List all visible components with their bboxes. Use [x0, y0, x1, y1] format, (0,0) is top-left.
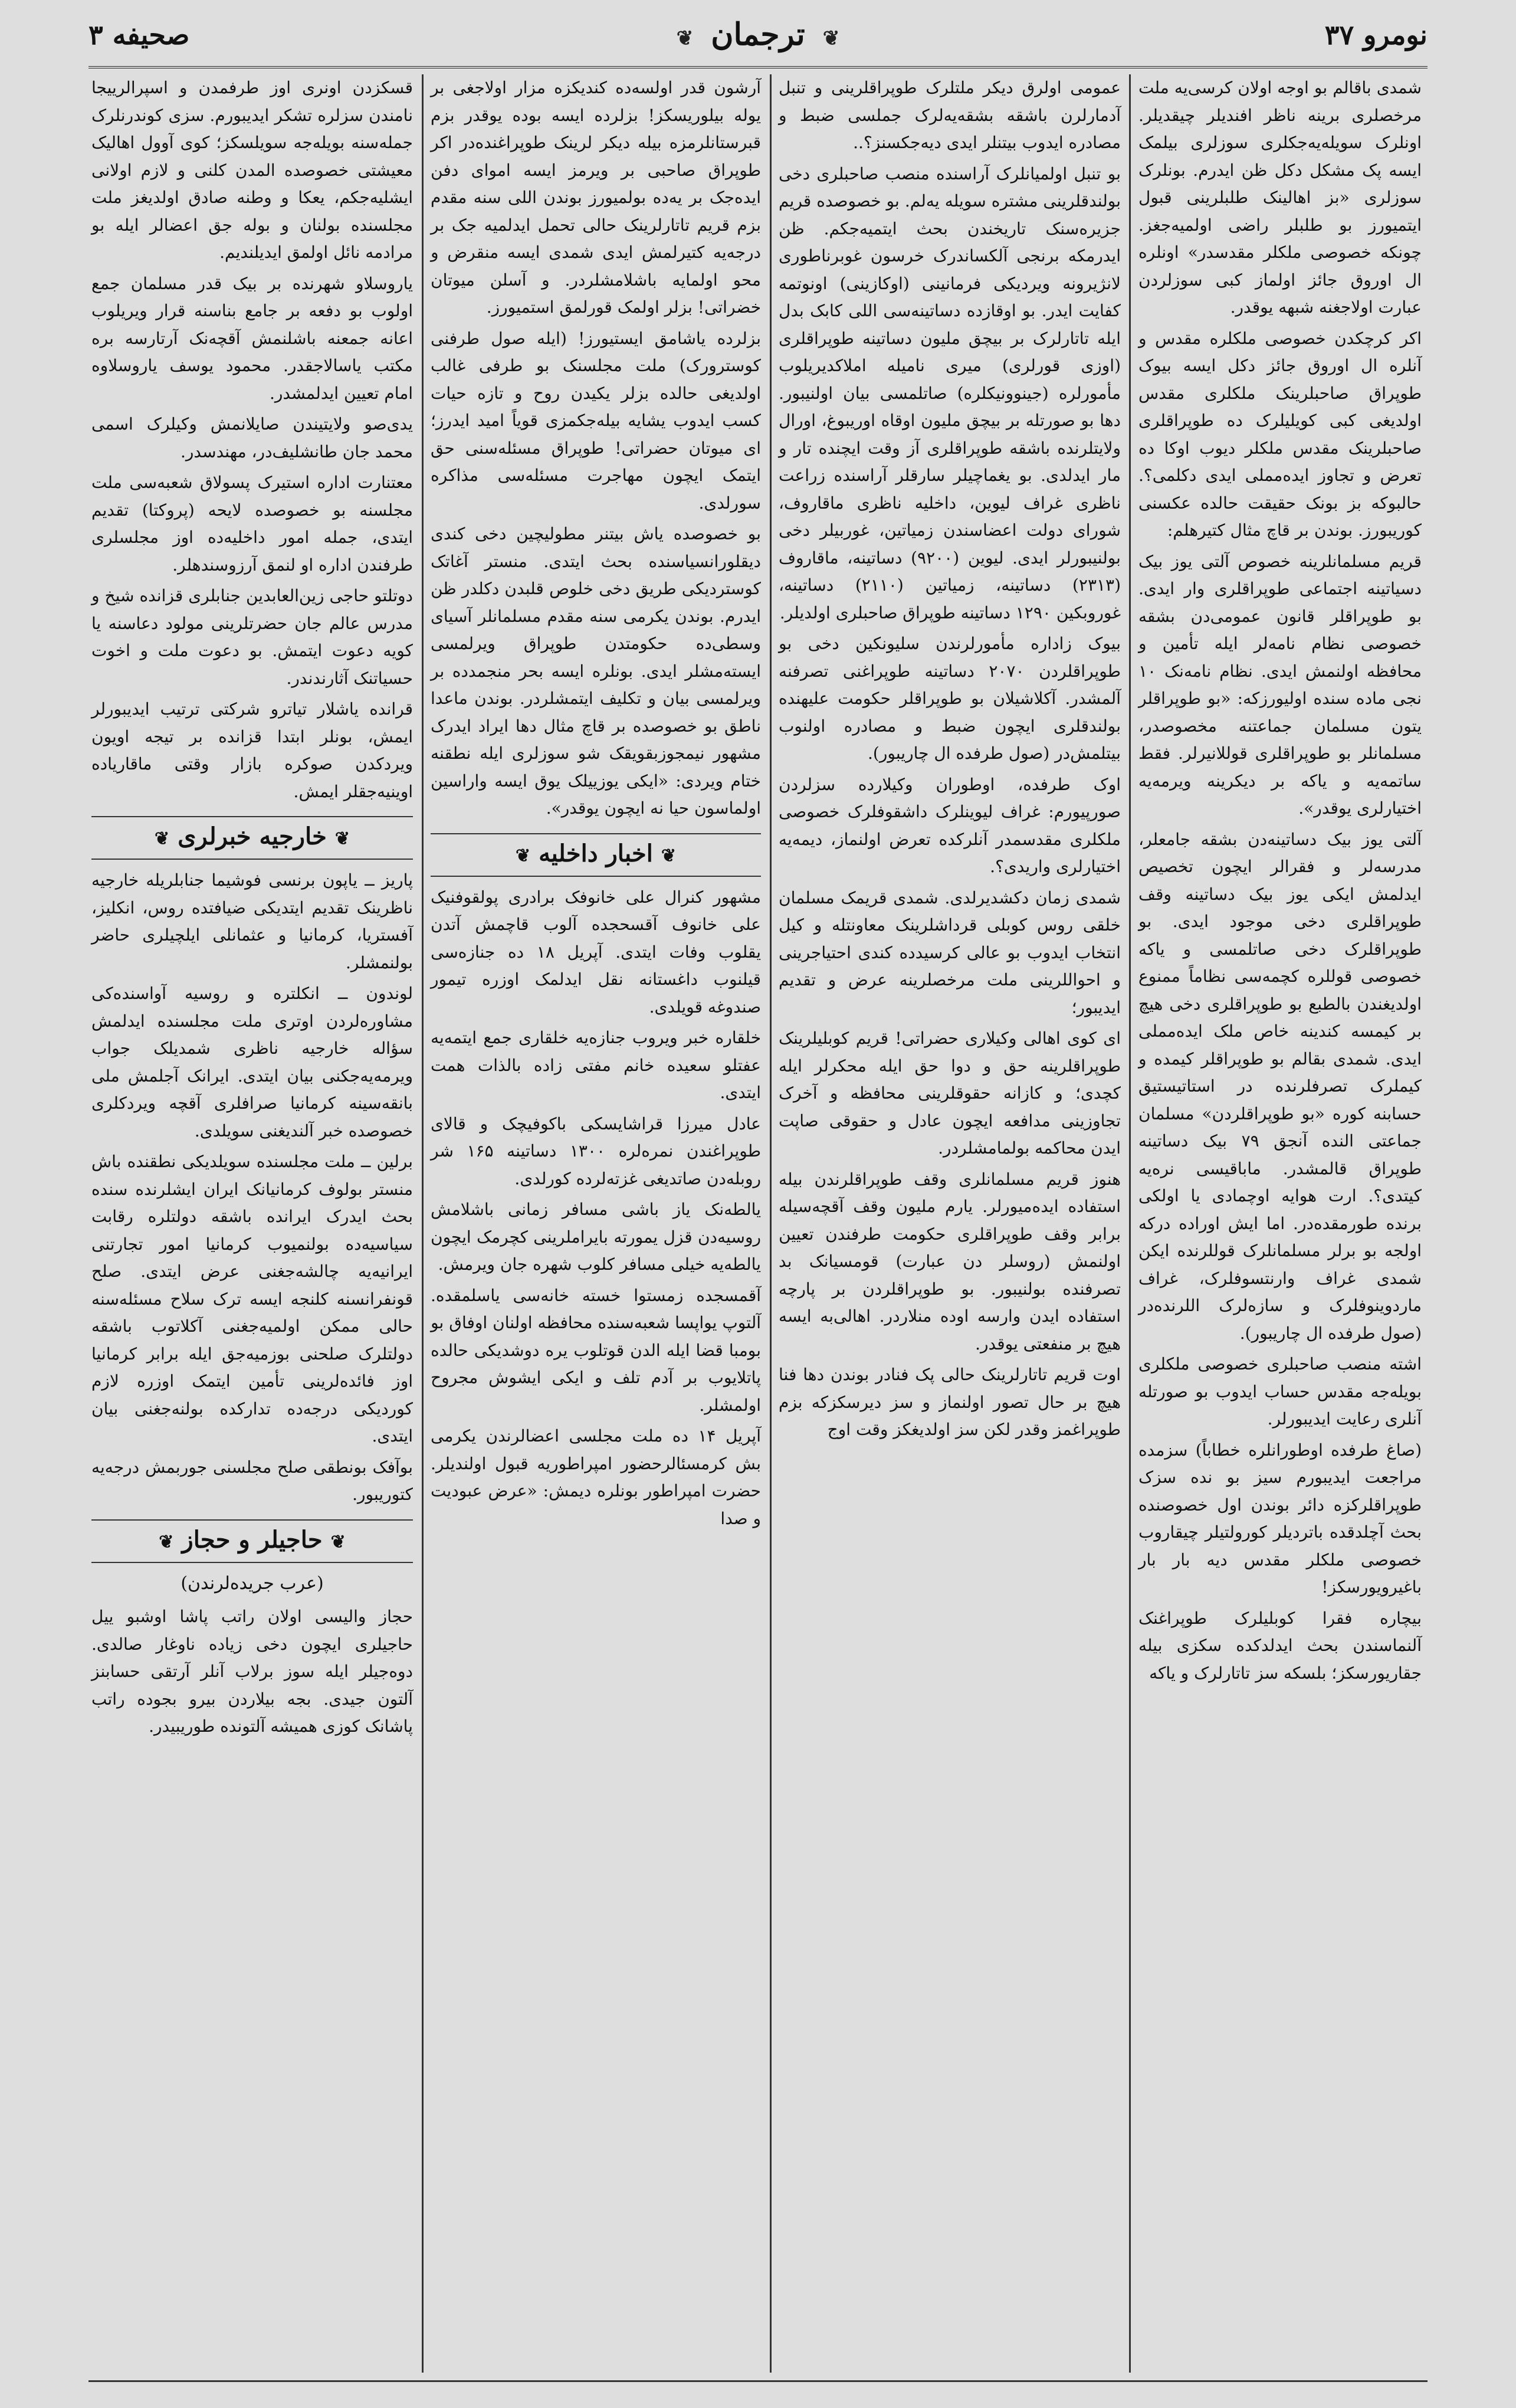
section-heading [91, 816, 413, 860]
article-paragraph: عادل میرزا قراشایسکی باکوفیچک و قالای طوپراغندن نمره‌لره ۱۳۰۰ دساتینه ۱۶۵ شر روبله‌دن صاتدیغی غزته‌لرده کورلدی. [431, 1113, 761, 1188]
article-paragraph: اشته منصب صاحبلری خصوصی ملکلری بویله‌جه مقدس حساب ایدوب بو صورتله آنلری رعایت ایدیبورلر. [1138, 1354, 1422, 1429]
heading-ornament-icon: ❦ [154, 828, 170, 849]
article-paragraph: آلتی یوز بیک دساتینه‌دن بشقه جامعلر، مدرسه‌لر و فقرالر ایچون تخصیص ایدلمش ایکی یوز بیک دساتینه وقف طوپراقلری دخی موجود ایدی. بو طوپراقلرک دخی صاتلمسی و یاکه خصوصی قوللره کچمه‌سی نظاماً ممنوع اولدیغندن بالطبع بو طوپراقلری دخی هیچ بر کیمسه کندینه خاص ملک ایده‌مملی ایدی. شمدی بقالم بو طوپراقلر کیمده و کیملرک تصرفلرنده در استاتیستیق حسابنه کوره «بو طوپراقلردن» مسلمان جماعتی النده آنجق ۷۹ بیک دساتینه طوپراق قالمشدر. ماباقیسی نره‌یه کیتدی؟. ارت هوایه اوچمادی یا اولکی برنده طورمقده‌در. اما ایش اوراده درکه اولجه بو برلر مسلمانلرک قوللرنده ایکن شمدی غراف وارنتسوفلرک، غراف ماردوینوفلرک و سازه‌لرک اللرنده‌در (صول طرفده ال چاریبور). [1138, 829, 1422, 1343]
article-paragraph: اوت قریم تاتارلرینک حالی پک فنادر بوندن دها فنا هیچ بر حال تصور اولنماز و سز دیرسکزکه بزم طوپراغمز وقدر لکن سز اولدیغکز وقت اوج [779, 1365, 1121, 1439]
section-heading [91, 1519, 413, 1563]
issue-number: نومرو ۳۷ [1324, 19, 1428, 51]
newspaper-title-text: ترجمان [711, 17, 805, 53]
section-heading-text: اخبار داخلیه [539, 839, 653, 867]
article-paragraph: یدی‌صو ولایتیندن صایلانمش وکیلرک اسمی محمد جان طانشلیف‌در، مهندسدر. [91, 414, 413, 461]
article-paragraph: یالطه‌نک یاز باشی مسافر زمانی باشلامش روسیه‌دن قزل یمورته بایراملرینی کچرمک ایچون یالطه‌یه خیلی مسافر کلوب شهره جان ویرمش. [431, 1200, 761, 1274]
article-paragraph: بوآفک بونطقی صلح مجلسنی جوربمش درجه‌یه کتوریبور. [91, 1457, 413, 1504]
bottom-rule [88, 2380, 1428, 2382]
article-paragraph: دوتلتو حاجی زین‌العابدین جنابلری قزانده شیخ و مدرس عالم جان حضرتلرینی مولود دعاسنه یا کویه دعوت ایتمش. بو دعوت ملت و اخوت حسیاتنک آثارندندر. [91, 586, 413, 688]
article-paragraph: اوک طرفده، اوطوران وکیلارده سزلردن صورپیورم: غراف لیوینلرک داشقوفلرک خصوصی ملکلری مقدسمدر آنلرکده تعرض اولنماز، دیمه‌یه اختیارلری واریدی؟. [779, 774, 1121, 876]
article-paragraph: معتنارت اداره استیرک پسولاق شعبه‌سی ملت مجلسنه بو خصوصده لایحه (پروکتا) تقدیم ایتدی، جمله امور داخلیه‌ده اوز مجلسلری طرفندن اداره او لنمق آرزوسندهلر. [91, 473, 413, 575]
article-paragraph: (صاغ طرفده اوطورانلره خطاباً) سزمده مراجعت ایدیبورم سیز بو نده سزک طوپراقلرکزه دائر بوندن اول خصوصنده بحث آچلدقده باتردیلر کورولتیلر چیقاروب خصوصی ملکلر مقدس دیه بار بار باغیرویورسکز! [1138, 1440, 1422, 1597]
article-paragraph: آرشون قدر اولسه‌ده کندیکزه مزار اولاجغی بر یوله بیلوریسکز! بزلرده ایسه بوده یوقدر بزم قبرستانلرمزه بیله دیکر لرینک طوپراغنده‌در اکر طوپراق صاحبی بر ویرمز ایسه اموای دفن ایده‌جک بر یه‌ده بولمیورز بوندن اللی سنه مقدم بزم قریم تاتارلرینک حالی تحمل ایدلمیه جک بر درجه‌یه کتیرلمش ایدی شمدی ایسه منقرض و محو اولمایه باشلامشلردر. و آسلن میوتان خضراتی! بزلر اولمک قورلمق استمیورز. [431, 78, 761, 317]
page-number: صحیفه ۳ [88, 19, 190, 51]
masthead-rule [88, 66, 1428, 68]
article-paragraph: پاریز ــ یاپون برنسی فوشیما جنابلریله خارجیه ناظرینک تقدیم ایتدیکی ضیافتده روس، انکلیز، آفستریا، کرمانیا و عثمانلی ایلچیلری حاضر بولنمشلر. [91, 870, 413, 972]
column-2 [773, 74, 1127, 2373]
article-paragraph: قسکزدن اونری اوز طرفمدن و اسپرالرییجا نامندن سزلره تشکر ایدیبورم. سزی کوندرنلرک جمله‌سنه بویله‌جه سویلسکز؛ کوی آوول اهالیک معیشتی خصوصده المدن کلنی و لازم اولانی ایشلیه‌جکم، یعکا و وطنه صادق اولدیغز ملت مجلسنده بولنان و بوله جق اعضالر ایله بو مرادمه نائل اولمق ایدیلندیم. [91, 78, 413, 262]
column-3 [425, 74, 767, 2373]
column-divider [422, 74, 424, 2373]
section-subheading: (عرب جریده‌لرندن) [181, 1572, 324, 1594]
ornament-left-icon: ❦ [676, 27, 694, 50]
article-paragraph: خلقاره خبر ویروب جنازه‌یه خلقاری جمع ایتمه‌یه عفتلو سعیده خانم مفتی زاده بالذات همت ایتدی. [431, 1028, 761, 1102]
article-paragraph: شمدی زمان دکشدیرلدی. شمدی قریمک مسلمان خلقی روس کوبلی قرداشلرینک معاونتله و کیل انتخاب ایدوب بو عالی کرسیدده کندی احتیاجرینی و احواللرینی ملت مرخصلرینه عرض و تقدیم ایدیبور؛ [779, 887, 1121, 1017]
article-paragraph: یاروسلاو شهرنده بر بیک قدر مسلمان جمع اولوب بو دفعه بر جامع بناسنه قرار ویریلوب اعانه جمعنه باشلنمش آقچه‌نک آرتارسه بره مکتب یاسالاجقدر. محمود یوسف یاروسلاوه امام تعیین ایدلمشدر. [91, 273, 413, 403]
heading-ornament-icon: ❦ [330, 1531, 346, 1552]
article-paragraph: قرانده یاشلار تیاترو شرکتی ترتیب ایدیبورلر ایمش، بونلر ابتدا قزانده بر تیجه اویون ویردکدن صوکره بازار وقتی ماقاریاده اوینیه‌جقلر ایمش. [91, 699, 413, 801]
article-paragraph: لوندون ــ انکلتره و روسیه آواسنده‌کی مشاوره‌لردن اوتری ملت مجلسنده ایدلمش سؤاله خارجیه ناظری شمدیلک جواب ویرمه‌یه‌جکنی بیان ایتدی. ایرانک آجلمش ملی بانقه‌سینه کرمانیا صرافلری آقچه ویردکلری خصوصده خبر آلندیغنی سویلدی. [91, 984, 413, 1141]
section-heading [431, 833, 761, 877]
article-paragraph: بو خصوصده یاش بیتنر مطولیچین دخی کندی دیقلورانسیاسنده بحث ایتدی. منستر آغاتک کوستردیکی طریق دخی خلوص قلبدن دکلدر ظن ایدرم. بوندن یکرمی سنه مقدم مسلمانلر آسیای وسطی‌ده حکومتدن طوپراق ویرلمسی ایسته‌مشلر ایدی. بونلره ایسه بحر منجمدده بر ویرلمسی بیان و تکلیف ایتمشلردر. بوندن ماعدا ناطق بو خصوصده بر قاچ مثال دها ایراد ایدرک مشهور نیمجوزبقویقک شو سوزلری ایله نطقنه ختام ویردی: «ایکی یوزییلک یوق ایسه واراسین اولماسون حیا نه ایچون یوقدر». [431, 524, 761, 818]
column-1 [1133, 74, 1428, 2373]
ornament-right-icon: ❦ [822, 27, 840, 50]
heading-ornament-icon: ❦ [159, 1531, 174, 1552]
article-paragraph: مشهور کنرال علی خانوفک برادری پولقوفنیک علی خانوف آقسحجده آلوب قاچمش آتدن یقلوب وفات ایتدی. آپریل ۱۸ ده جنازه‌سی قیلنوب داغستانه نقل ایدلمک اوزره تیمور صندوغه قویلدی. [431, 887, 761, 1017]
article-paragraph: بو تنبل اولمیانلرک آراسنده منصب صاحبلری دخی بولندقلرینی مشتره سویله یه‌لم. بو خصوصده قریم جزیره‌سنک تاریخندن بحث ایتمیه‌جکم. ظن ایدرمکه برنجی آلکساندرک خرسون غوبرناطوری لانژیرونه ویردیکی فرمانینی (اوکازینی) اونوتمه کفایت ایدر. بو اوقازده دساتینه‌سی اللی کابک بدل ایله تاتارلرک بر بیچق ملیون دساتینه طوپراقلری (اوزی قورلری) میری نامیله املاکدیریلوب مأمورلره (جینوونیکلره) صاتلمسی بیان اولنیبور. دها بو صورتله بر بیچق ملیون اوقاه اوریبوغ، اورال ولایتلرنده باشقه طوپراقلری آز وقت ایچنده تار و مار ایدلدی. بو یغماچیلر سارقلر آراسنده زراعت ناظری غراف لیوین، داخلیه ناظری ماقاروف، شورای دولت اعضاسندن زمیاتین، غوربیلر دخی بولنیبورلر ایدی. لیوین (۹۲۰۰) دساتینه، ماقاروف (۲۳۱۳) دساتینه، زمیاتین (۲۱۱۰) دساتینه، غوروبکین ۱۲۹۰ دساتینه طوپراق صاحبلری اولدیلر. [779, 163, 1121, 623]
section-heading-text: حاجیلر و حجاز [182, 1525, 323, 1554]
heading-ornament-icon: ❦ [661, 845, 677, 866]
column-4 [86, 74, 419, 2373]
article-paragraph: آقمسجده زمستوا خسته خانه‌سی یاسلمقده. آلتوپ یواپسا شعبه‌سنده محافظه اولنان اوفاق بو بومبا قضا ایله الدن قوتلوب یره دوشدیکی حالده پاتلایوب بر آدم تلف و ایکی ایشوش مجروح اولمشلر. [431, 1285, 761, 1415]
article-paragraph: برلین ــ ملت مجلسنده سویلدیکی نطقنده باش منستر بولوف کرمانیانک ایران ایشلرنده سنده بحث ایدرک ایرانده باشقه دولتلره رقابت سیاسیه‌ده بولنمیوب کرمانیا امور تجارتنی ایرانیه‌یه چالشه‌جغنی عرض ایتدی. صلح قونفرانسنه کلنجه ایسه ترک سلاح مسئله‌سنه حالی ممکن اولمیه‌جغنی آکلاتوب باشقه دولتلرک صلحنی بوزمیه‌جق ایله برابر کرمانیا اوز فائده‌لرینی تأمین ایتمک اوزره لازم کوردیکی درجه‌ده تدارکده بولنه‌جغنی بیان ایتدی. [91, 1152, 413, 1446]
article-paragraph: هنوز قریم مسلمانلری وقف طوپراقلرندن بیله استفاده ایده‌میورلر. یارم ملیون وقف آقچه‌سیله برابر وقف طوپراقلری حکومت طرفندن تعیین اولنمش (روسلر دن عبارت) قومسیانک بد تصرفنده بولنیبور. بو طوپراقلردن بر پارچه استفاده ایدن وارسه اوده منلاردر. اهالی‌به ایسه هیچ بر منفعتی یوقدر. [779, 1169, 1121, 1354]
article-paragraph: شمدی باقالم بو اوجه اولان کرسی‌یه ملت مرخصلری برینه ناظر افندیلر چیقدیلر. اونلرک سویله‌یه‌جکلری سوزلری بیلمک ایسه پک مشکل دکل ظن ایدرم. بونلرک سوزلری «بز اهالینک طلبلرینی قبول ایتمیورز بو طلبلر راضی اولمیه‌جغز. چونکه خصوصی ملکلر مقدسدر» اونلره ال اوروق جائز اولماز کبی سوزلردن عبارت اولاجغنه شبهه یوقدر. [1138, 78, 1422, 317]
article-paragraph: بزلرده یاشامق ایستیورز! (ایله صول طرفنی کوسترورک) ملت مجلسنک بو طرفی غالب اولدیغی حالده بزلر یکیدن روح و تازه حیات کسب ایدوب یشایه بیله‌جکمزی قویاً امید ایدرز؛ ای میوتان حضراتی! طوپراق مسئله‌سنی حق ایتمک ایچون مهاجرت مسئله‌سی مذاکره سورلدی. [431, 328, 761, 513]
column-divider [1129, 74, 1131, 2373]
column-divider [770, 74, 772, 2373]
article-paragraph: بیوک زاداره مأمورلرندن سلیونکین دخی بو طوپراقلردن ۲۰۷۰ دساتینه طوپراغنی تصرفنه آلمشدر. آکلاشیلان بو طوپراقلر حکومت علیهنده بولندقلری ایچون ضبط و مصادره اولنوب بیتلمش‌در (صول طرفده ال چاریبور). [779, 634, 1121, 763]
article-paragraph: اکر کرچکدن خصوصی ملکلره مقدس و آنلره ال اوروق جائز دکل ایسه بیوک طوپراق صاحبلرینک ملکلری مقدس اولدیغی کبی کویلیلرک ده طوپراقلری صاحبلرینک مقدس ملکلر دیوب اوکا ده تعرض و تجاوز ایده‌مملی ایدی دکلمی؟. حالبوکه بز بونک حقیقت حالده عکسنی کوریبورز. بوندن بر قاچ مثال کتیرهلم: [1138, 328, 1422, 540]
article-paragraph: حجاز والیسی اولان راتب پاشا اوشبو ییل حاجیلری ایچون دخی زیاده ناوغار صالدی. دوه‌جیلر ایله سوز برلاب آنلر آرتقی حسابنز آلتون جیدی. بجه بیلاردن بیرو بجوده راتب پاشانک کوزی همیشه آلتونده طوریبیدر. [91, 1607, 413, 1736]
article-paragraph: قریم مسلمانلرینه خصوص آلتی یوز بیک دسیاتینه اجتماعی طوپراقلری وار ایدی. بو طوپراقلر قانون عمومی‌دن بشقه خصوصی نظام نامه‌لر ایله تأمین و محافظه اولنمش ایدی. نظام نامه‌نک ۱۰ نجی ماده سنده اولیورزکه: «بو طوپراقلر یتون مسلمان جماعتنه مخصوصدر، مسلمانلر بو طوپراقلری قوللانیرلر. فقط ساتمه‌یه و یاکه بر دیکرینه ویرمه‌یه اختیارلری یوقدر». [1138, 551, 1422, 818]
article-paragraph: آپریل ۱۴ ده ملت مجلسی اعضالرندن یکرمی بش کرمسئالرحضور امپراطوریه قبول اولندیلر. حضرت امپراطور بونلره دیمش: «عرض عبودیت و صدا [431, 1426, 761, 1528]
section-heading-text: خارجیه خبرلری [178, 823, 327, 850]
article-paragraph: بیچاره فقرا کوبلیلرک طوپراغنک آلنماسندن بحث ایدلدکده سکزی بیله جقاریورسکز؛ بلسکه سز تاتارلرک و یاکه [1138, 1608, 1422, 1683]
article-paragraph: ای کوی اهالی وکیلاری حضراتی! قریم کوبلیلرینک طوپراقلرینه حق و دوا حق ایله محکرلر ایله کچدی؛ و کازانه حقوقلرینی محافظه و آخرک تجاوزینی مدافعه ایچون عادل و حقوقی صاپت ایدن محاکمه بولمامشلردر. [779, 1028, 1121, 1158]
heading-ornament-icon: ❦ [515, 845, 531, 866]
newspaper-title [88, 17, 1428, 53]
heading-ornament-icon: ❦ [334, 828, 350, 849]
article-paragraph: عمومی اولرق دیکر ملتلرک طوپراقلرینی و تنبل آدمارلرن باشقه بشقه‌یه‌لرک جملسی ضبط و مصادره ایدوب بیتنلر ایدی دیه‌جکسنز؟.. [779, 78, 1121, 152]
masthead [88, 17, 1428, 63]
